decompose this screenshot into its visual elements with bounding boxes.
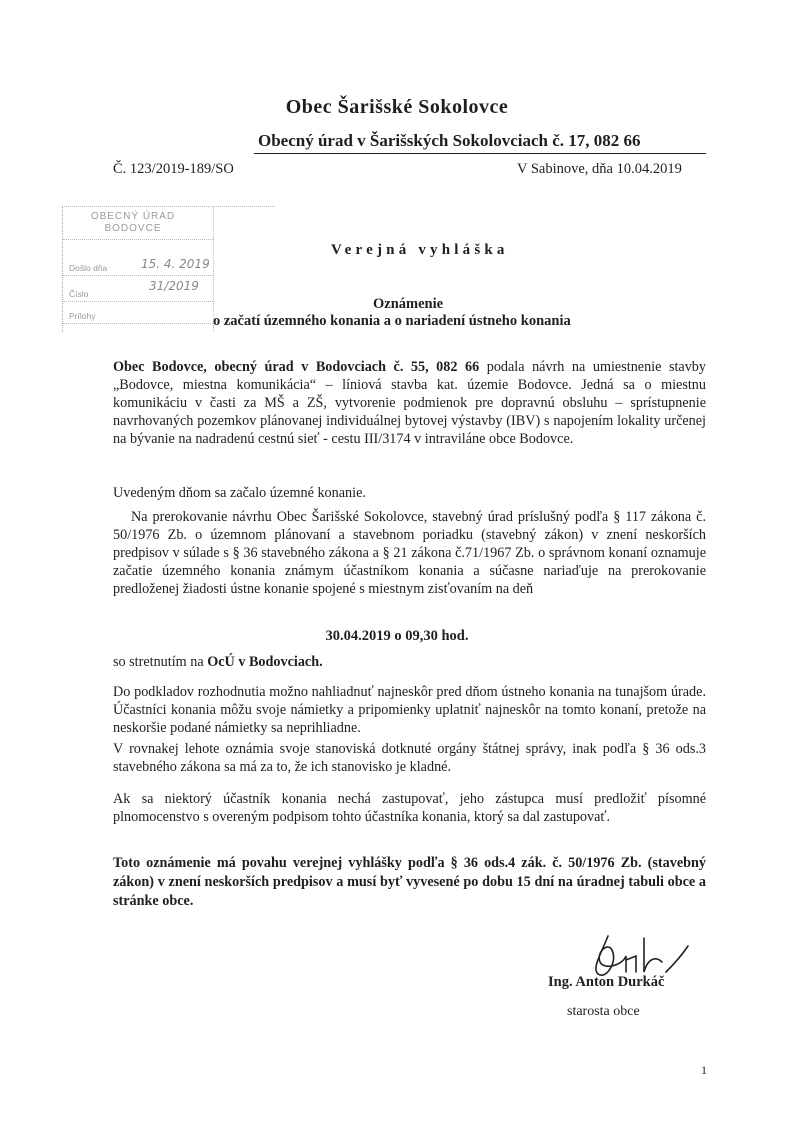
place-date: V Sabinove, dňa 10.04.2019 [517, 161, 682, 177]
stamp-number-label: Číslo [69, 289, 89, 299]
paragraph-application [113, 358, 706, 448]
paragraph-documents: Do podkladov rozhodnutia možno nahliadnuť najneskôr pred dňom ústneho konania na tunajšom úrade. Účastníci konania môžu svoje námietky a pripomienky uplatniť najneskôr na tomto konaní, pretože na neskoršie podané námietky sa neprihliadne. [113, 684, 706, 736]
stamp-received-value: 15. 4. 2019 [141, 257, 210, 271]
faded-official-seal [318, 945, 528, 1025]
stamp-received-label: Došlo dňa [69, 263, 108, 273]
applicant-name: Obec Bodovce, obecný úrad v Bodovciach č. 55, 082 66 [113, 359, 480, 375]
office-address: Obecný úrad v Šarišských Sokolovciach č. 17, 082 66 [258, 131, 641, 150]
stamp-org-line1: OBECNÝ ÚRAD [90, 211, 176, 222]
public-notice-heading: Verejná vyhláška [331, 242, 509, 258]
stamp-divider [63, 323, 213, 324]
paragraph-hearing: Na prerokovanie návrhu Obec Šarišské Sokolovce, stavebný úrad príslušný podľa § 117 zákona č. 50/1976 Zb. o územnom plánovaní a stavebnom poriadku (stavebný zákon) v znení neskorších predpisov v súlade s § 36 stavebného zákona a § 21 zákona č.71/1967 Zb. o správnom konaní oznamuje začatie územného konania známym účastníkom konania a súčasne nariaďuje na prerokovanie predloženej žiadosti ústne konanie spojené s miestnym zisťovaním na deň [113, 509, 706, 597]
stamp-attachments-label: Prílohy [69, 311, 96, 321]
municipality-title: Obec Šarišské Sokolovce [285, 96, 509, 118]
meeting-place: OcÚ v Bodovciach. [207, 654, 323, 670]
stamp-divider [63, 301, 213, 302]
signatory-name: Ing. Anton Durkáč [548, 974, 665, 990]
meeting-place-prefix: so stretnutím na [113, 654, 208, 670]
paragraph-representation: Ak sa niektorý účastník konania nechá zastupovať, jeho zástupca musí predložiť písomné plnomocenstvo s overeným podpisom tohto účastníka konania, ktorý sa dal zastupovať. [113, 791, 706, 825]
hearing-datetime: 30.04.2019 o 09,30 hod. [325, 628, 469, 644]
notice-title: Oznámenie [373, 296, 444, 312]
signatory-role: starosta obce [567, 1004, 640, 1019]
notice-subtitle: o začatí územného konania a o nariadení ústneho konania [213, 313, 571, 329]
paragraph-public-notice: Toto oznámenie má povahu verejnej vyhlášky podľa § 36 ods.4 zák. č. 50/1976 Zb. (stavebný zákon) v znení neskorších predpisov a musí byť vyvesené po dobu 15 dní na úradnej tabuli obce a stránke obce. [113, 855, 706, 909]
stamp-divider [63, 275, 213, 276]
header-underline [254, 153, 706, 154]
page-number: 1 [701, 1063, 707, 1077]
paragraph-authorities: V rovnakej lehote oznámia svoje stanoviská dotknuté orgány štátnej správy, inak podľa § 36 ods.3 stavebného zákona sa má za to, že ich stanovisko je kladné. [113, 741, 706, 775]
paragraph-started: Uvedeným dňom sa začalo územné konanie. [113, 485, 366, 501]
application-text: podala návrh na umiestnenie stavby „Bodovce, miestna komunikácia“ – líniová stavba kat. územie Bodovce. Jedná sa o miestnu komunikáciu v časti za MŠ a ZŠ, vytvorenie podmienok pre dopravnú obsluhu – sprístupnenie navrhovaných pozemkov plánovanej individuálnej bytovej výstavby (IBV) s napojením lokality určenej na bývanie na nadradenú cestnú sieť - cestu III/3174 v intraviláne obce Bodovce. [113, 359, 706, 447]
stamp-divider [63, 239, 213, 240]
stamp-org-line2: BODOVCE [104, 223, 162, 234]
reference-number: Č. 123/2019-189/SO [113, 161, 234, 177]
stamp-number-value: 31/2019 [149, 279, 199, 293]
paragraph-meeting-place [113, 654, 323, 671]
